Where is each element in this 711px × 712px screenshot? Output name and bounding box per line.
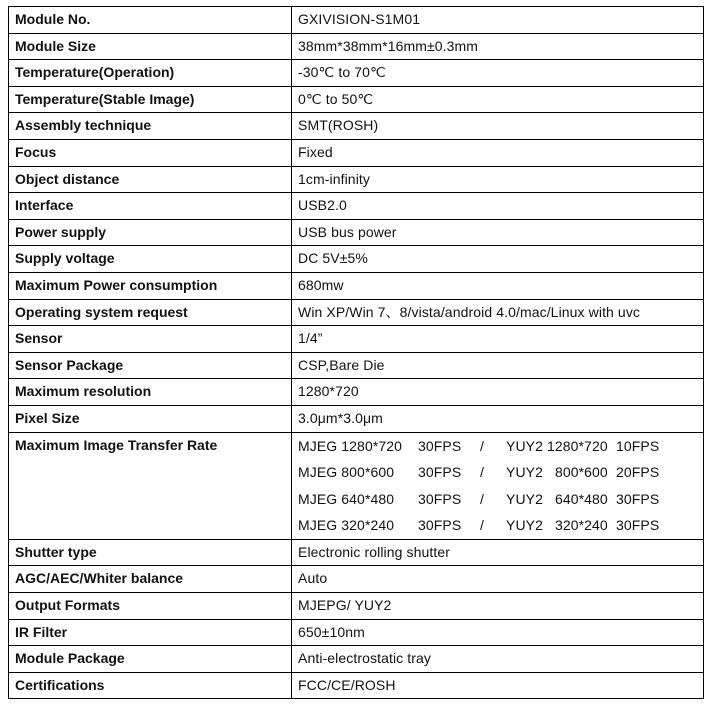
transfer-rate-values xyxy=(292,432,704,539)
row-label: Sensor xyxy=(9,326,292,353)
mjpeg-fps: 30FPS xyxy=(418,464,462,481)
mjpeg-mode: MJEG 320*240 xyxy=(298,517,395,534)
row-label: Output Formats xyxy=(9,593,292,620)
row-value: 650±10nm xyxy=(292,619,704,646)
yuy2-fps: 30FPS xyxy=(616,490,660,507)
row-value: SMT(ROSH) xyxy=(292,113,704,140)
table-row xyxy=(9,7,704,34)
row-label: Sensor Package xyxy=(9,352,292,379)
row-value: USB bus power xyxy=(292,219,704,246)
table-row xyxy=(9,593,704,620)
row-value: 680mw xyxy=(292,272,704,299)
mjpeg-fps: 30FPS xyxy=(418,437,462,454)
table-row xyxy=(9,246,704,273)
table-row xyxy=(9,352,704,379)
row-value: Win XP/Win 7、8/vista/android 4.0/mac/Linux with uvc xyxy=(292,299,704,326)
separator: / xyxy=(480,517,484,534)
row-label: Supply voltage xyxy=(9,246,292,273)
table-row xyxy=(9,672,704,699)
row-value: DC 5V±5% xyxy=(292,246,704,273)
row-label: Interface xyxy=(9,193,292,220)
row-value: FCC/CE/ROSH xyxy=(292,672,704,699)
row-value: Anti-electrostatic tray xyxy=(292,646,704,673)
row-value: 3.0μm*3.0μm xyxy=(292,405,704,432)
table-row xyxy=(9,405,704,432)
row-value: 38mm*38mm*16mm±0.3mm xyxy=(292,33,704,60)
table-row xyxy=(9,193,704,220)
table-row xyxy=(9,539,704,566)
transfer-rate-line xyxy=(298,433,697,460)
table-row xyxy=(9,272,704,299)
table-row xyxy=(9,619,704,646)
row-value: 1/4” xyxy=(292,326,704,353)
table-row xyxy=(9,219,704,246)
row-value: -30℃ to 70℃ xyxy=(292,60,704,87)
row-label: Certifications xyxy=(9,672,292,699)
table-row xyxy=(9,33,704,60)
row-label: Maximum Image Transfer Rate xyxy=(9,432,292,539)
table-row xyxy=(9,566,704,593)
mjpeg-mode: MJEG 800*600 xyxy=(298,464,395,481)
row-label: Maximum resolution xyxy=(9,379,292,406)
row-label: Module Package xyxy=(9,646,292,673)
row-value: USB2.0 xyxy=(292,193,704,220)
row-label: AGC/AEC/Whiter balance xyxy=(9,566,292,593)
separator: / xyxy=(480,464,484,481)
row-value: 1280*720 xyxy=(292,379,704,406)
row-label: Module Size xyxy=(9,33,292,60)
yuy2-mode: YUY2 1280*720 xyxy=(506,437,608,454)
row-value: Electronic rolling shutter xyxy=(292,539,704,566)
transfer-rate-line xyxy=(298,486,697,513)
separator: / xyxy=(480,437,484,454)
row-label: Temperature(Operation) xyxy=(9,60,292,87)
table-row xyxy=(9,326,704,353)
row-label: Shutter type xyxy=(9,539,292,566)
transfer-rate-line xyxy=(298,512,697,539)
row-label: Temperature(Stable Image) xyxy=(9,86,292,113)
row-label: Operating system request xyxy=(9,299,292,326)
row-label: Focus xyxy=(9,139,292,166)
row-label: Module No. xyxy=(9,7,292,34)
table-row xyxy=(9,86,704,113)
mjpeg-mode: MJEG 640*480 xyxy=(298,490,395,507)
table-row xyxy=(9,60,704,87)
table-row xyxy=(9,646,704,673)
row-value: Fixed xyxy=(292,139,704,166)
mjpeg-mode: MJEG 1280*720 xyxy=(298,437,403,454)
yuy2-mode: YUY2 800*600 xyxy=(506,464,608,481)
yuy2-fps: 30FPS xyxy=(616,517,660,534)
table-row xyxy=(9,379,704,406)
spec-table xyxy=(8,6,704,699)
yuy2-mode: YUY2 320*240 xyxy=(506,517,608,534)
row-label: Assembly technique xyxy=(9,113,292,140)
row-label: Maximum Power consumption xyxy=(9,272,292,299)
row-value: 1cm-infinity xyxy=(292,166,704,193)
row-value: 0℃ to 50℃ xyxy=(292,86,704,113)
spec-sheet xyxy=(8,6,703,699)
table-row xyxy=(9,139,704,166)
separator: / xyxy=(480,490,484,507)
yuy2-mode: YUY2 640*480 xyxy=(506,490,608,507)
transfer-rate-line xyxy=(298,459,697,486)
transfer-rate-row xyxy=(9,432,704,539)
row-label: Pixel Size xyxy=(9,405,292,432)
yuy2-fps: 20FPS xyxy=(616,464,660,481)
row-value: MJEPG/ YUY2 xyxy=(292,593,704,620)
row-label: Object distance xyxy=(9,166,292,193)
row-label: IR Filter xyxy=(9,619,292,646)
mjpeg-fps: 30FPS xyxy=(418,517,462,534)
row-label: Power supply xyxy=(9,219,292,246)
table-row xyxy=(9,299,704,326)
row-value: GXIVISION-S1M01 xyxy=(292,7,704,34)
table-row xyxy=(9,166,704,193)
row-value: CSP,Bare Die xyxy=(292,352,704,379)
row-value: Auto xyxy=(292,566,704,593)
yuy2-fps: 10FPS xyxy=(616,437,660,454)
table-row xyxy=(9,113,704,140)
mjpeg-fps: 30FPS xyxy=(418,490,462,507)
